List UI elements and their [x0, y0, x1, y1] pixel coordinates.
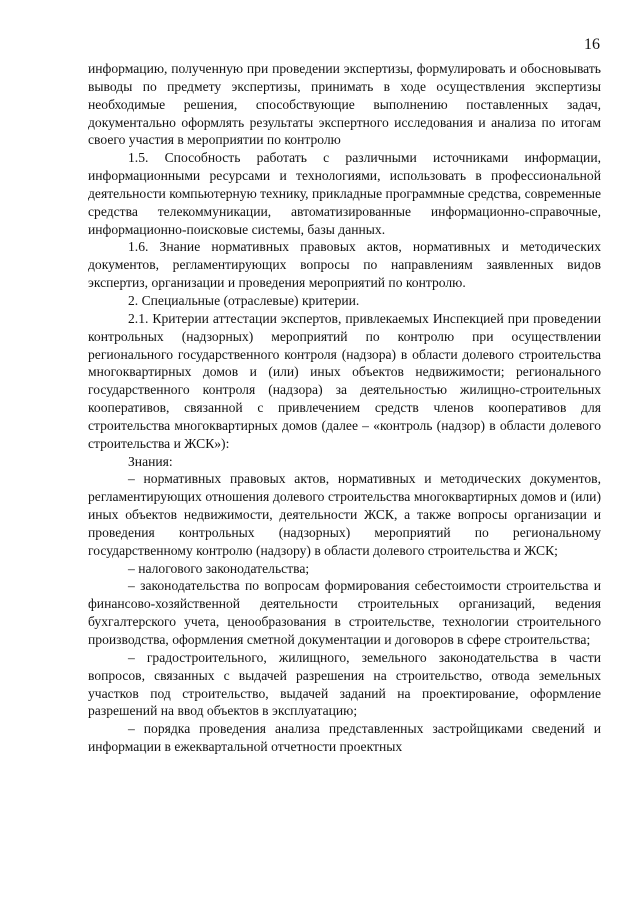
- list-item-normative-acts: – нормативных правовых актов, нормативных и методических документов, регламентирующих отношения долевого строительства многоквартирных домов и (или) иных объектов недвижимости, деятельности ЖСК, а также вопросы организации и проведения контрольных (надзорных) мероприятий по региональному государственному контролю (надзору) в области долевого строительства и ЖСК;: [88, 471, 601, 558]
- paragraph-knowledge-heading: Знания:: [128, 453, 173, 469]
- list-item-analysis-procedure: – порядка проведения анализа представленных застройщиками сведений и информации в ежеквартальной отчетности проектных: [88, 721, 601, 755]
- page-number: 16: [584, 36, 600, 53]
- list-item-cost-legislation: – законодательства по вопросам формирования себестоимости строительства и финансово-хозяйственной деятельности строительных организаций, ведения бухгалтерского учета, ценообразования в строительстве, технологии строительного производства, оформления сметной документации и договоров в сфере строительства;: [88, 578, 601, 647]
- paragraph-1-5: 1.5. Способность работать с различными источниками информации, информационными ресурсами и технологиями, использовать в профессиональной деятельности компьютерную технику, прикладные программные средства, современные средства телекоммуникации, автоматизированные информационно-справочные, информационно-поисковые системы, базы данных.: [88, 150, 601, 237]
- list-item-tax-law: – налогового законодательства;: [128, 560, 310, 576]
- paragraph-1-6: 1.6. Знание нормативных правовых актов, нормативных и методических документов, регламентирующих вопросы по направлениям заявленных видов экспертиз, организации и проведения мероприятий по контролю.: [88, 239, 601, 291]
- paragraph-2-1: 2.1. Критерии аттестации экспертов, привлекаемых Инспекцией при проведении контрольных (надзорных) мероприятий по контролю при осуществлении регионального государственного контроля (надзора) в области долевого строительства многоквартирных домов и (или) иных объектов недвижимости; регионального государственного контроля (надзора) за деятельностью жилищно-строительных кооперативов, связанной с привлечением средств членов кооперативов для строительства многоквартирных домов (далее – «контроль (надзор) в области долевого строительства и ЖСК»):: [88, 310, 601, 451]
- paragraph-continuation: информацию, полученную при проведении экспертизы, формулировать и обосновывать выводы по предмету экспертизы, принимать в ходе осуществления экспертизы необходимые решения, способствующие выполнению поставленных задач, документально оформлять результаты экспертного исследования и анализа по итогам своего участия в мероприятии по контролю: [88, 61, 601, 148]
- document-body: [88, 60, 601, 756]
- list-item-urban-planning-law: – градостроительного, жилищного, земельного законодательства в части вопросов, связанных с выдачей разрешения на строительство, отвода земельных участков под строительство, выдачей заданий на проектирование, оформление разрешений на ввод объектов в эксплуатацию;: [88, 649, 601, 719]
- paragraph-section-2: 2. Специальные (отраслевые) критерии.: [128, 292, 360, 308]
